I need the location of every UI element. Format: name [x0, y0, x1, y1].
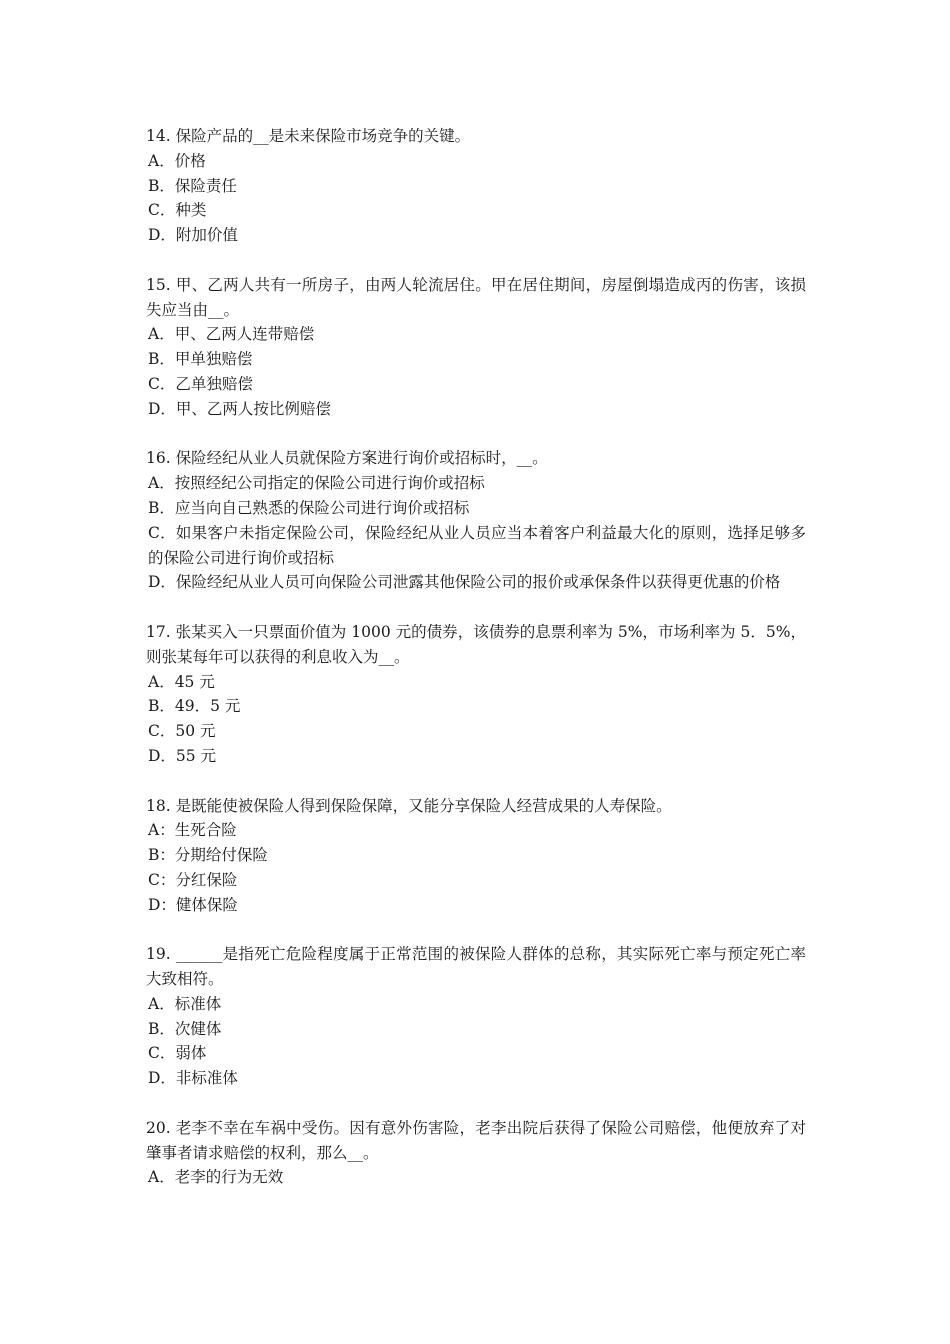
question-15: [146, 273, 806, 422]
option-list: [146, 818, 806, 917]
question-19: [146, 942, 806, 1091]
option-d: D：健体保险: [148, 895, 238, 914]
question-stem: 20. 老李不幸在车祸中受伤。因有意外伤害险，老李出院后获得了保险公司赔偿，他便放弃了对肇事者请求赔偿的权利，那么__。: [146, 1118, 806, 1162]
document-page: [146, 124, 806, 1215]
question-stem: 15. 甲、乙两人共有一所房子，由两人轮流居住。甲在居住期间，房屋倒塌造成丙的伤害，该损失应当由__。: [146, 275, 806, 319]
option-list: [146, 992, 806, 1091]
option-d: D．55 元: [148, 746, 217, 765]
option-a: A．按照经纪公司指定的保险公司进行询价或招标: [148, 474, 485, 493]
question-18: [146, 794, 806, 918]
option-a: A．45 元: [148, 672, 215, 691]
question-stem: 19. ______是指死亡危险程度属于正常范围的被保险人群体的总称，其实际死亡率与预定死亡率大致相符。: [146, 945, 806, 989]
option-d: D．非标准体: [148, 1069, 238, 1088]
option-c: C．乙单独赔偿: [148, 374, 253, 393]
option-b: B：分期给付保险: [148, 846, 268, 865]
option-list: [146, 1165, 806, 1190]
question-17: [146, 620, 806, 769]
option-c: C．如果客户未指定保险公司，保险经纪从业人员应当本着客户利益最大化的原则，选择足够多的保险公司进行询价或招标: [148, 523, 806, 567]
option-list: [146, 322, 806, 421]
option-list: [146, 471, 806, 595]
option-b: B．甲单独赔偿: [148, 350, 253, 369]
question-20: [146, 1116, 806, 1190]
option-b: B．49．5 元: [148, 697, 241, 716]
option-b: B．保险责任: [148, 176, 237, 195]
option-d: D．甲、乙两人按比例赔偿: [148, 399, 331, 418]
option-c: C．50 元: [148, 722, 216, 741]
option-a: A．甲、乙两人连带赔偿: [148, 325, 315, 344]
question-stem: 18. 是既能使被保险人得到保险保障，又能分享保险人经营成果的人寿保险。: [146, 796, 672, 815]
option-list: [146, 670, 806, 769]
question-stem: 17. 张某买入一只票面价值为 1000 元的债券，该债券的息票利率为 5%，市场利率为 5．5%，则张某每年可以获得的利息收入为__。: [146, 622, 806, 666]
option-c: C：分红保险: [148, 870, 238, 889]
question-stem: 16. 保险经纪从业人员就保险方案进行询价或招标时，__。: [146, 449, 548, 468]
option-d: D．保险经纪从业人员可向保险公司泄露其他保险公司的报价或承保条件以获得更优惠的价格: [148, 573, 781, 592]
option-c: C．弱体: [148, 1044, 207, 1063]
option-c: C．种类: [148, 201, 207, 220]
option-a: A．标准体: [148, 994, 222, 1013]
question-16: [146, 446, 806, 595]
option-a: A：生死合险: [148, 821, 237, 840]
option-a: A．老李的行为无效: [148, 1168, 284, 1187]
option-d: D．附加价值: [148, 226, 238, 245]
option-b: B．次健体: [148, 1019, 222, 1038]
option-list: [146, 149, 806, 248]
question-14: [146, 124, 806, 248]
question-stem: 14. 保险产品的__是未来保险市场竞争的关键。: [146, 127, 471, 145]
option-a: A．价格: [148, 151, 206, 170]
option-b: B．应当向自己熟悉的保险公司进行询价或招标: [148, 498, 470, 517]
